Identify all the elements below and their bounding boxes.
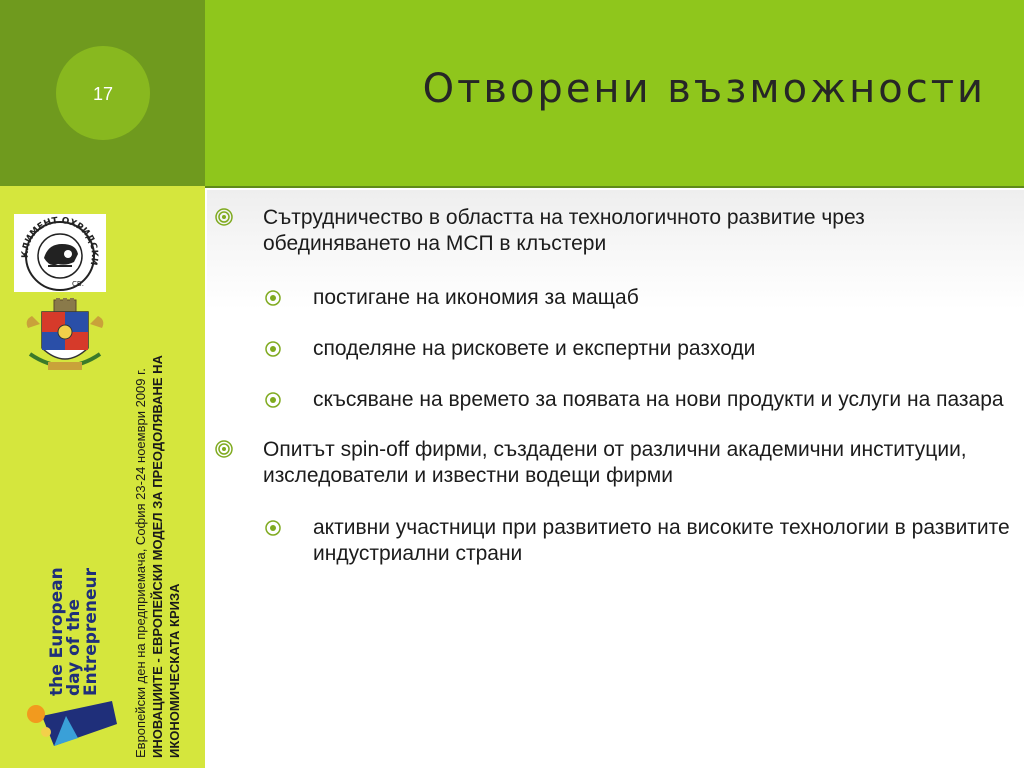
edoe-logo-graphic	[22, 566, 132, 756]
circle-dot-bullet-icon	[264, 340, 282, 358]
university-logo	[14, 214, 106, 292]
sub-bullet-text: постигане на икономия за мащаб	[313, 286, 639, 309]
circle-dot-bullet-icon	[264, 519, 282, 537]
event-theme-line-1: ИНОВАЦИИТЕ - ЕВРОПЕЙСКИ МОДЕЛ ЗА ПРЕОДОЛЯВАНЕ НА	[150, 355, 165, 758]
sub-bullet-item	[214, 336, 1014, 362]
edoe-line-3: Entrepreneur	[81, 568, 101, 696]
circle-dot-bullet-icon	[264, 289, 282, 307]
target-bullet-icon	[214, 439, 234, 459]
seal-text: КЛИМЕНТ ОХРИДСКИ	[20, 216, 100, 266]
target-bullet-icon	[214, 207, 234, 227]
edoe-logo	[22, 566, 132, 756]
edoe-line-2: day of the	[64, 599, 84, 696]
bullet-item	[214, 437, 1014, 489]
event-theme-line-2: ИКОНОМИЧЕСКАТА КРИЗА	[167, 583, 182, 758]
bullet-text: Опитът spin-off фирми, създадени от различни академични институции, изследователи и известни водещи фирми	[263, 438, 967, 487]
edoe-line-1: the European	[47, 567, 67, 696]
slide-title: Отворени възможности	[422, 66, 986, 112]
sub-bullet-text: скъсяване на времето за появата на нови продукти и услуги на пазара	[313, 388, 1004, 411]
sub-bullet-item	[214, 387, 1014, 413]
header-divider	[205, 186, 1024, 188]
sub-bullet-item	[214, 515, 1014, 567]
sub-bullet-item	[214, 285, 1014, 311]
slide-number: 17	[92, 84, 114, 104]
university-seal-icon	[14, 214, 106, 292]
sub-bullet-text: споделяне на рисковете и експертни разходи	[313, 337, 756, 360]
event-info-text: Европейски ден на предприемача, София 23-24 ноември 2009 г.	[133, 368, 148, 758]
coat-of-arms	[20, 298, 110, 378]
sub-bullet-text: активни участници при развитието на високите технологии в развитите индустриални страни	[313, 516, 1010, 565]
seal-text-bottom: СВ.	[72, 280, 84, 288]
coat-of-arms-icon	[20, 298, 110, 378]
content-area	[214, 205, 1014, 567]
circle-dot-bullet-icon	[264, 391, 282, 409]
bullet-item	[214, 205, 1014, 257]
bullet-text: Сътрудничество в областта на технологичното развитие чрез обединяването на МСП в клъстери	[263, 206, 865, 255]
